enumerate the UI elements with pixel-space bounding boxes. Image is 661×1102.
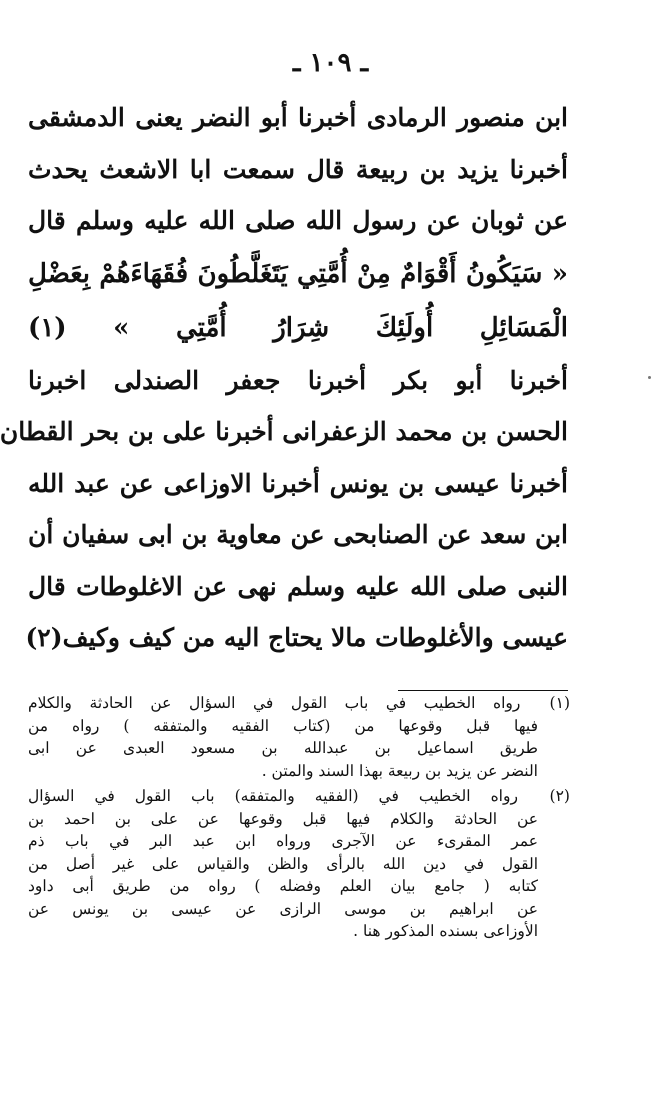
footnote-marker: (٢)	[549, 787, 570, 805]
footnote-line: عمر المقرىء عن الآجرى ورواه ابن عبد البر في باب ذم	[28, 832, 538, 850]
main-line: أخبرنا أبو بكر أخبرنا جعفر الصندلى اخبرنا	[28, 365, 568, 395]
footnote-line: كتابه ( جامع بيان العلم وفضله ) رواه من طريق أبى داود	[28, 877, 538, 895]
footnote-marker: (١)	[549, 694, 570, 712]
main-line: الحسن بن محمد الزعفرانى أخبرنا على بن بحر القطان	[0, 417, 568, 446]
margin-speck	[648, 376, 651, 379]
footnote-2	[28, 785, 570, 943]
main-line: ابن سعد عن الصنابحى عن معاوية بن ابى سفيان أن	[28, 520, 568, 549]
footnote-text: رواه الخطيب في باب القول في السؤال عن الحادثة والكلام	[28, 694, 521, 712]
footnote-line: الأوزاعى بسنده المذكور هنا .	[353, 922, 538, 940]
footnotes	[28, 692, 570, 943]
main-line: عن ثوبان عن رسول الله صلى الله عليه وسلم قال	[28, 206, 568, 235]
footnote-line: النضر عن يزيد بن ربيعة بهذا السند والمتن .	[261, 761, 538, 780]
hadith-text-line: « سَيَكُونُ أَقْوَامٌ مِنْ أُمَّتِي يَتَغَلَّطُونَ فُقَهَاءَهُمْ بِعَضْلِ	[28, 258, 568, 289]
footnote-line: عن الحادثة والكلام فيها قبل وقوعها عن على بن احمد بن	[28, 809, 538, 828]
page-number: ـ ١٠٩ ـ	[292, 48, 369, 78]
footnote-separator	[398, 690, 568, 691]
main-line: عيسى والأغلوطات مالا يحتاج اليه من كيف وكيف(٢)	[25, 623, 568, 652]
main-line: النبى صلى الله عليه وسلم نهى عن الاغلوطات قال	[28, 571, 568, 601]
footnote-line: عن ابراهيم بن موسى الرازى عن عيسى بن يونس عن	[28, 899, 538, 918]
footnote-line: القول في دين الله بالرأى والظن والقياس على غير أصل من	[28, 854, 538, 873]
footnote-line: فيها قبل وقوعها من (كتاب الفقيه والمتفقه ) رواه من	[28, 716, 538, 735]
footnote-line	[28, 692, 570, 715]
footnote-line: طريق اسماعيل بن عبدالله بن مسعود العبدى عن ابى	[28, 739, 538, 757]
footnote-text: رواه الخطيب في (الفقيه والمتفقه) باب القول في السؤال	[28, 787, 518, 805]
hadith-text-line: الْمَسَائِلِ أُولَئِكَ شِرَارُ أُمَّتِي » (١)	[28, 312, 568, 343]
footnote-line	[28, 785, 570, 808]
main-line: ابن منصور الرمادى أخبرنا أبو النضر يعنى الدمشقى	[28, 103, 568, 132]
main-line: أخبرنا عيسى بن يونس أخبرنا الاوزاعى عن عبد الله	[28, 468, 568, 498]
main-text	[0, 92, 568, 664]
footnote-1	[28, 692, 570, 782]
main-line: أخبرنا يزيد بن ربيعة قال سمعت ابا الاشعث يحدث	[28, 154, 568, 184]
